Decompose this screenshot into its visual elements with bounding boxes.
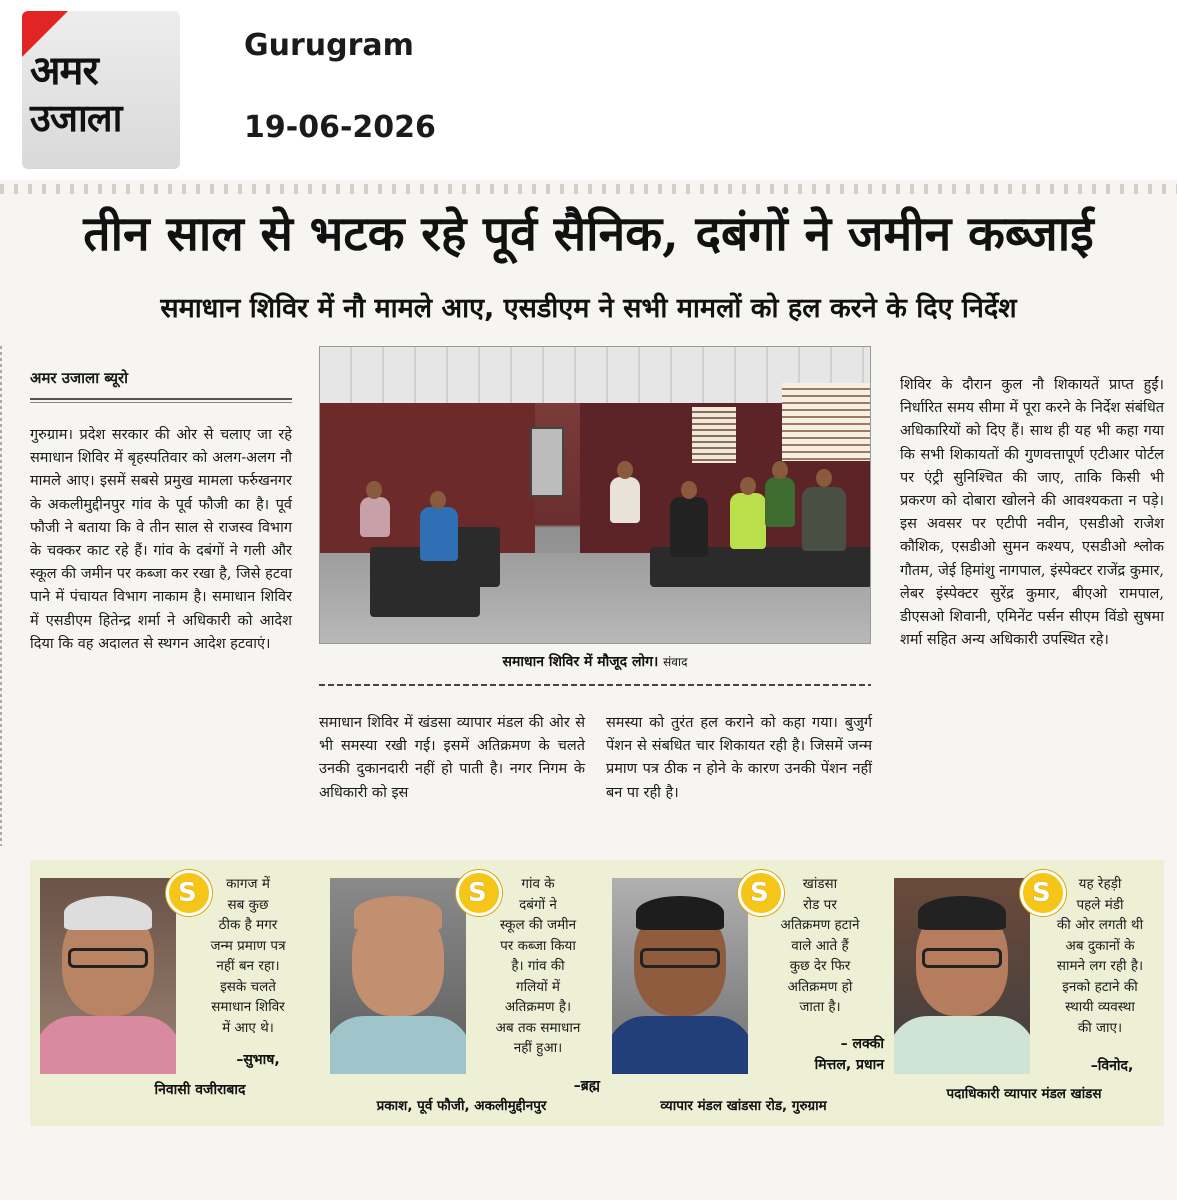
- photo-caption: [319, 648, 871, 676]
- quote-badge-icon: S: [166, 870, 212, 916]
- photo-person: [730, 493, 766, 549]
- quote-person-photo: [894, 878, 1030, 1074]
- quote-text: कागज में सब कुछ ठीक है मगर जन्म प्रमाण पत्र नहीं बन रहा। इसके चलते समाधान शिविर में आए थे।: [210, 876, 286, 1036]
- photo-person: [610, 477, 640, 523]
- photo-window-blind: [692, 407, 736, 463]
- photo-body: [894, 1016, 1030, 1074]
- quote-text: यह रेहड़ी पहले मंडी की ओर लगती थी अब दुकानों के सामने लग रही है। इनको हटाने की स्थायी व्यवस्था की जाए।: [1056, 876, 1144, 1036]
- photo-hair: [636, 896, 724, 930]
- clipping-left-edge: [0, 346, 2, 846]
- photo-person: [360, 497, 390, 537]
- quote-person-photo: [612, 878, 748, 1074]
- quote-card: [320, 860, 603, 1126]
- quote-signature: –विनोद,: [1090, 1058, 1134, 1074]
- photo-person: [670, 497, 708, 557]
- quote-signature: – लक्की मित्तल, प्रधान: [814, 1036, 884, 1073]
- photo-person-head: [740, 477, 756, 495]
- photo-dash-rule: [319, 684, 871, 686]
- quote-card: [30, 860, 313, 1126]
- quote-card: [602, 860, 885, 1126]
- quote-signature-detail: व्यापार मंडल खांडसा रोड, गुरुग्राम: [660, 1098, 827, 1114]
- quote-person-photo: [330, 878, 466, 1074]
- photo-person-head: [772, 461, 788, 479]
- photo-caption-text: समाधान शिविर में मौजूद लोग।: [502, 654, 659, 670]
- photo-body: [612, 1016, 748, 1074]
- article-column-4: शिविर के दौरान कुल नौ शिकायतें प्राप्त हुईं। निर्धारित समय सीमा में पूरा करने के निर्देश संबंधित अधिकारियों को दिए हैं। साथ ही यह भी कहा गया कि सभी शिकायतों की गुणवत्तापूर्ण एटीआर पोर्टल पर एंट्री सुनिश्चित की जाए, ताकि किसी भी प्रकरण को दोबारा खोलने की आवश्यकता न पड़े। इस अवसर पर एटीपी नवीन, एसडीओ राजेश कौशिक, एसडीओ सुमन कश्यप, एसडीओ श्लोक गौतम, जेई हिमांशु नागपाल, इंस्पेक्टर राजेंद्र कुमार, लेबर इंस्पेक्टर सुरेंद्र कुमार, बीएओ रामपाल, डीएसओ शिवानी, एमिनेंट पर्सन सीएम विंडो सुषमा शर्मा सहित अन्य अधिकारी उपस्थित रहे।: [900, 377, 1164, 649]
- quote-signature: –ब्रह्म: [573, 1078, 600, 1094]
- clipping-top-rule: [0, 184, 1177, 194]
- photo-person-head: [816, 469, 832, 487]
- quote-signature-detail: निवासी वजीराबाद: [154, 1082, 246, 1098]
- quote-signature-detail: प्रकाश, पूर्व फौजी, अकलीमुद्दीनपुर: [376, 1098, 547, 1114]
- photo-body: [40, 1016, 176, 1074]
- byline-rule-thin: [30, 402, 292, 403]
- photo-person-head: [681, 481, 697, 499]
- logo-text-line1: अमर: [30, 48, 98, 94]
- article-byline: अमर उजाला ब्यूरो: [30, 369, 129, 387]
- quote-signature: –सुभाष,: [236, 1052, 280, 1068]
- article-column-1: गुरुग्राम। प्रदेश सरकार की ओर से चलाए जा रहे समाधान शिविर में बृहस्पतिवार को अलग-अलग नौ मामले आए। इसमें सबसे प्रमुख मामला फर्रुखनगर के अकलीमुद्दीनपुर गांव के पूर्व फौजी का है। पूर्व फौजी ने बताया कि वे तीन साल से राजस्व विभाग के चक्कर काट रहे हैं। गांव के दबंगों ने गली और स्कूल की जमीन पर कब्जा कर रखा है, जिसे हटवा पाने में पंचायत विभाग नाकाम है। समाधान शिविर में एसडीएम हितेन्द्र शर्मा ने अधिकारी को आदेश दिया कि वह अदालत से स्थगन आदेश हटवाएं।: [30, 427, 292, 652]
- quote-text: खांडसा रोड पर अतिक्रमण हटाने वाले आते हैं कुछ देर फिर अतिक्रमण हो जाता है।: [780, 876, 860, 1015]
- photo-glasses: [922, 948, 1002, 968]
- photo-glasses: [68, 948, 148, 968]
- quote-card: [884, 860, 1164, 1126]
- photo-person-head: [617, 461, 633, 479]
- quote-signature-detail: पदाधिकारी व्यापार मंडल खांडस: [946, 1086, 1102, 1102]
- photo-person-head: [430, 491, 446, 509]
- article-photo: [319, 346, 871, 644]
- photo-door: [530, 427, 564, 497]
- article-column-3: समस्या को तुरंत हल कराने को कहा गया। बुजुर्ग पेंशन से संबधित चार शिकायत रही है। जिसमें जन्म प्रमाण पत्र ठीक न होने के कारण उनकी पेंशन नहीं बन पा रही है।: [606, 715, 872, 801]
- photo-body: [330, 1016, 466, 1074]
- photo-person: [420, 507, 458, 561]
- article-headline: तीन साल से भटक रहे पूर्व सैनिक, दबंगों ने जमीन कब्जाई: [83, 206, 1094, 262]
- quote-person-photo: [40, 878, 176, 1074]
- photo-person-head: [366, 481, 382, 499]
- quote-text: गांव के दबंगों ने स्कूल की जमीन पर कब्जा किया है। गांव की गलियों में अतिक्रमण है। अब तक समाधान नहीं हुआ।: [495, 876, 581, 1056]
- article-subheadline: समाधान शिविर में नौ मामले आए, एसडीएम ने सभी मामलों को हल करने के दिए निर्देश: [160, 293, 1017, 324]
- photo-person: [802, 487, 846, 551]
- edition-city: Gurugram: [244, 28, 414, 63]
- quote-badge-icon: S: [1020, 870, 1066, 916]
- byline-rule: [30, 398, 292, 400]
- article-column-2: समाधान शिविर में खंडसा व्यापार मंडल की ओर से भी समस्या रखी गई। इसमें अतिक्रमण के चलते उनकी दुकानदारी नहीं हो पाती है। नगर निगम के अधिकारी को इस: [319, 715, 585, 801]
- photo-credit: संवाद: [663, 655, 688, 669]
- quote-badge-icon: S: [456, 870, 502, 916]
- photo-hair: [918, 896, 1006, 930]
- amar-ujala-logo: [22, 11, 180, 169]
- edition-date: 19-06-2026: [244, 110, 436, 145]
- photo-person: [765, 477, 795, 527]
- photo-hair: [64, 896, 152, 930]
- photo-hair: [354, 896, 442, 930]
- photo-window-blind: [782, 383, 871, 461]
- quote-badge-icon: S: [738, 870, 784, 916]
- quote-strip: [30, 860, 1164, 1126]
- logo-text-line2: उजाला: [30, 96, 122, 140]
- photo-glasses: [640, 948, 720, 968]
